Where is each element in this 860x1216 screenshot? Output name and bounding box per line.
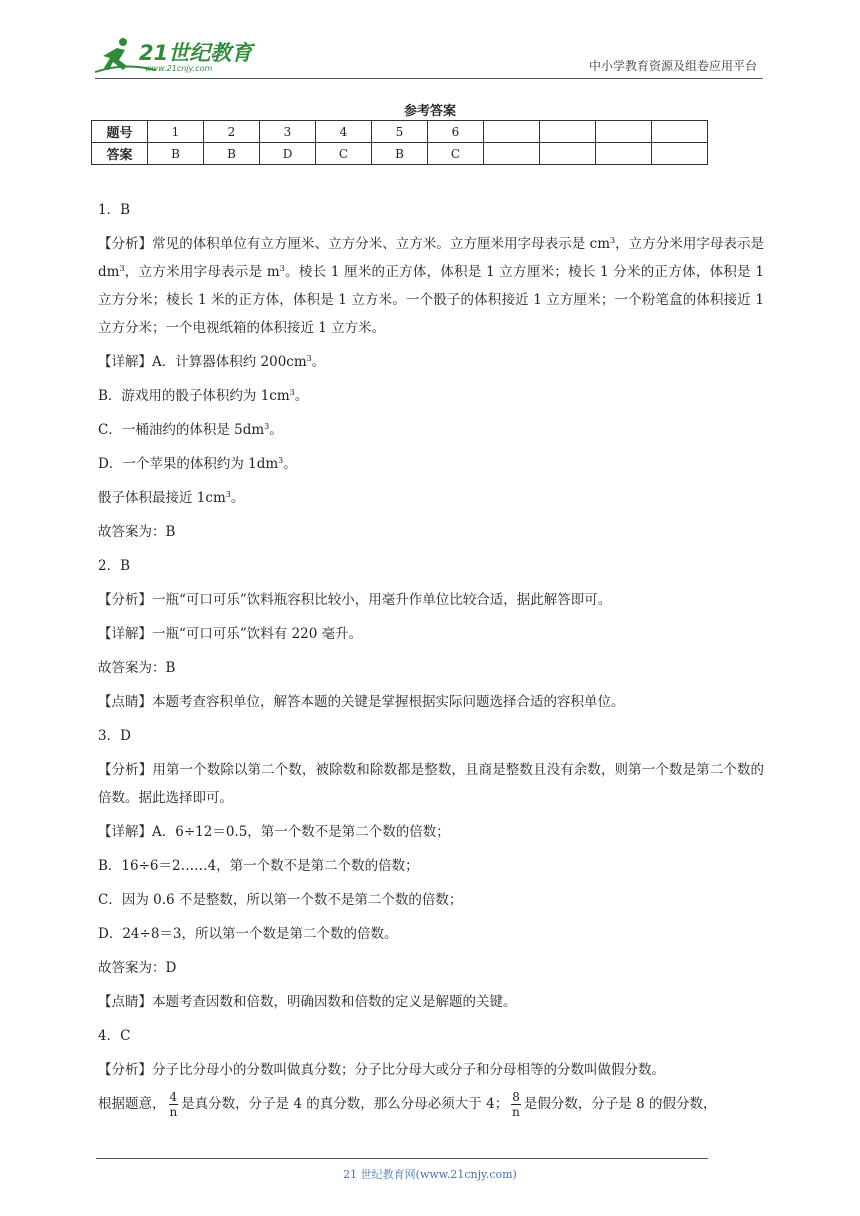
q3-answer: 故答案为：D	[98, 960, 177, 976]
row-label-number: 题号	[92, 121, 148, 143]
q1-closest-text: 骰子体积最接近 1cm	[98, 490, 226, 506]
site-logo	[95, 36, 260, 74]
number-cell: 2	[204, 121, 260, 143]
q3-detail-b: B．16÷6＝2……4，第一个数不是第二个数的倍数；	[98, 858, 419, 874]
period: 。	[311, 354, 326, 370]
q3-heading: 3．D	[98, 728, 131, 744]
answer-cell: C	[428, 143, 484, 165]
q1-detail-text: B．游戏用的骰子体积约为 1cm	[98, 388, 290, 404]
q3-comment: 【点睛】本题考查因数和倍数，明确因数和倍数的定义是解题的关键。	[98, 994, 517, 1010]
fraction-numerator: 8	[512, 1090, 520, 1104]
answer-key-title: 参考答案	[403, 104, 456, 119]
number-cell: 6	[428, 121, 484, 143]
q1-detail-d	[98, 450, 764, 478]
platform-name: 中小学教育资源及组卷应用平台	[588, 59, 757, 73]
superscript: 3	[610, 236, 616, 245]
q1-detail-c	[98, 416, 764, 444]
q4-heading: 4．C	[98, 1028, 131, 1044]
superscript: 3	[278, 456, 284, 465]
answer-row	[92, 143, 708, 165]
superscript: 3	[306, 354, 312, 363]
footer-divider	[96, 1158, 708, 1159]
page-header	[95, 30, 763, 79]
number-cell: 4	[316, 121, 372, 143]
period: 。	[230, 490, 245, 506]
period: 。	[294, 388, 309, 404]
row-label-answer: 答案	[92, 143, 148, 165]
answer-cell: C	[316, 143, 372, 165]
number-row	[92, 121, 708, 143]
fraction-numerator: 4	[169, 1090, 178, 1104]
logo-url: www.21cnjy.com	[145, 64, 213, 73]
q1-analysis-part: 。棱长 1 厘米的正方体，体积是 1 立方厘米；棱长 1 分米的正方体，体积是 1 立方分米；棱长 1 米的正方体，体积是 1 立方米。一个骰子的体积接近 1 立方厘米；一个粉笔盒的体积接近 1 立方分米；一个电视纸箱的体积接近 1 立方米。	[98, 264, 764, 336]
q1-detail-text: C．一桶油约的体积是 5dm	[98, 422, 265, 438]
number-cell	[596, 121, 652, 143]
answer-cell: B	[148, 143, 204, 165]
q4-line	[98, 1090, 764, 1119]
number-cell	[540, 121, 596, 143]
logo-title: 21世纪教育	[139, 41, 253, 65]
q4-line-part: 是真分数，分子是 4 的真分数，那么分母必须大于 4；	[181, 1096, 509, 1112]
q2-answer: 故答案为：B	[98, 660, 176, 676]
q1-analysis-part: 【分析】常见的体积单位有立方厘米、立方分米、立方米。立方厘米用字母表示是 cm	[98, 236, 611, 252]
q1-closest	[98, 484, 764, 512]
q1-detail-a	[98, 348, 764, 376]
fraction-denominator: n	[169, 1105, 178, 1119]
answer-cell	[484, 143, 540, 165]
superscript: 3	[264, 422, 270, 431]
q1-detail-b	[98, 382, 764, 410]
answer-cell	[540, 143, 596, 165]
superscript: 3	[225, 490, 231, 499]
number-cell: 3	[260, 121, 316, 143]
q1-analysis-part: ，立方分米用字母表示是 dm	[98, 236, 765, 280]
fraction-denominator: n	[512, 1105, 520, 1119]
period: 。	[269, 422, 283, 438]
q3-detail-c: C．因为 0.6 不是整数，所以第一个数不是第二个数的倍数；	[98, 892, 463, 908]
q1-detail-text: D．一个苹果的体积约为 1dm	[98, 456, 279, 472]
q1-detail-text: 【详解】A．计算器体积约 200cm	[98, 354, 307, 370]
q4-line-part: 根据题意，	[98, 1096, 166, 1112]
period: 。	[283, 456, 297, 472]
answer-cell: B	[372, 143, 428, 165]
solutions	[98, 196, 764, 1125]
fraction-4-over-n	[169, 1090, 179, 1119]
q1-heading: 1．B	[98, 202, 131, 218]
q1-analysis	[98, 230, 764, 342]
superscript: 3	[279, 264, 285, 273]
q2-heading: 2．B	[98, 558, 131, 574]
number-cell: 1	[148, 121, 204, 143]
number-cell: 5	[372, 121, 428, 143]
q1-answer: 故答案为：B	[98, 524, 176, 540]
q3-analysis: 【分析】用第一个数除以第二个数，被除数和除数都是整数，且商是整数且没有余数，则第一个数是第二个数的倍数。据此选择即可。	[98, 762, 764, 806]
q3-detail-d: D．24÷8＝3，所以第一个数是第二个数的倍数。	[98, 926, 398, 942]
q1-analysis-part: ，立方米用字母表示是 m	[124, 264, 280, 280]
answer-cell	[652, 143, 708, 165]
answer-cell: B	[204, 143, 260, 165]
page-footer: 21 世纪教育网(www.21cnjy.com)	[343, 1168, 517, 1181]
q2-analysis: 【分析】一瓶“可口可乐”饮料瓶容积比较小，用毫升作单位比较合适，据此解答即可。	[98, 592, 612, 608]
q4-line-part: 是假分数，分子是 8 的假分数，	[523, 1096, 717, 1112]
answer-cell: D	[260, 143, 316, 165]
superscript: 3	[119, 264, 125, 273]
superscript: 3	[289, 388, 295, 397]
q3-detail-a: 【详解】A．6÷12＝0.5，第一个数不是第二个数的倍数；	[98, 824, 450, 840]
q2-detail: 【详解】一瓶“可口可乐”饮料有 220 毫升。	[98, 626, 363, 642]
fraction-8-over-n	[511, 1090, 521, 1119]
answer-cell	[596, 143, 652, 165]
q4-analysis: 【分析】分子比分母小的分数叫做真分数；分子比分母大或分子和分母相等的分数叫做假分数。	[98, 1062, 665, 1078]
answer-key-table	[91, 120, 708, 165]
number-cell	[484, 121, 540, 143]
number-cell	[652, 121, 708, 143]
q2-comment: 【点睛】本题考查容积单位，解答本题的关键是掌握根据实际问题选择合适的容积单位。	[98, 694, 625, 710]
